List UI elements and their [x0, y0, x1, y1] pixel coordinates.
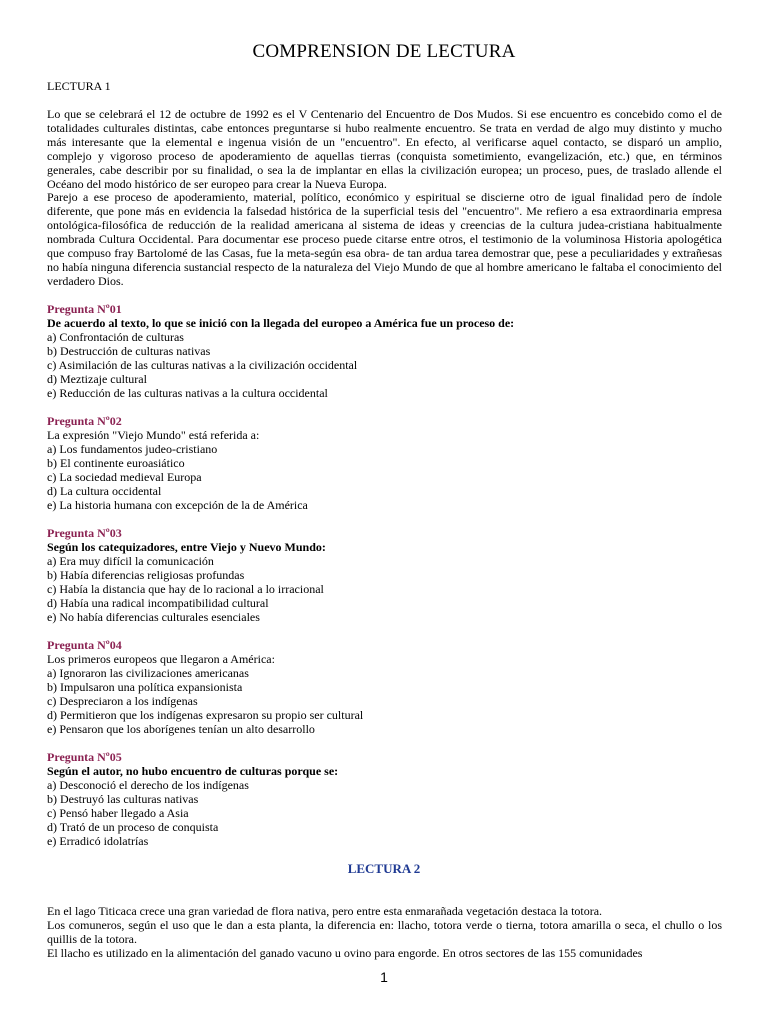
question-1 — [47, 302, 727, 400]
option-c: c) Pensó haber llegado a Asia — [47, 806, 189, 820]
option-b: b) Destrucción de culturas nativas — [47, 344, 211, 358]
option-c: c) Asimilación de las culturas nativas a la civilización occidental — [47, 358, 358, 372]
option-a: a) Los fundamentos judeo-cristiano — [47, 442, 218, 456]
option-c: c) La sociedad medieval Europa — [47, 470, 202, 484]
question-3 — [47, 526, 727, 624]
option-e: e) La historia humana con excepción de la de América — [47, 498, 308, 512]
question-title: Pregunta Nº05 — [47, 750, 122, 764]
options-list — [47, 778, 727, 848]
question-title: Pregunta Nº01 — [47, 302, 122, 316]
lectura1-label: LECTURA 1 — [47, 79, 111, 93]
page-number: 1 — [380, 969, 388, 985]
option-e: e) Reducción de las culturas nativas a la cultura occidental — [47, 386, 328, 400]
options-list — [47, 554, 727, 624]
lectura1-paragraph-2: Parejo a ese proceso de apoderamiento, material, político, económico y espiritual se discierne otro de igual finalidad pero de índole diferente, que pone más en evidencia la falsedad histórica de la superficial tesis del "encuentro". Me refiero a esa extraordinaria empresa ontológica-filosófica de reducción de la realidad americana al sistema de ideas y creencias de la cultura judea-cristiana habitualmente nombrada Cultura Occidental. Para documentar ese proceso puede citarse entre otros, el testimonio de la voluminosa Historia apologética que compuso fray Bartolomé de las Casas, fue la meta-según esa obra- de tan ardua tarea demostrar que, pese a peculiaridades y extrañesas no había ninguna diferencia sustancial respecto de la naturaleza del Viejo Mundo de que al hombre americano le faltaba el conocimiento del verdadero Dios. — [47, 190, 722, 288]
question-title: Pregunta Nº04 — [47, 638, 122, 652]
question-stem: De acuerdo al texto, lo que se inició con la llegada del europeo a América fue un proceso de: — [47, 316, 515, 330]
option-e: e) No había diferencias culturales esenciales — [47, 610, 260, 624]
option-b: b) Había diferencias religiosas profundas — [47, 568, 245, 582]
option-b: b) El continente euroasiático — [47, 456, 185, 470]
lectura2-heading: LECTURA 2 — [347, 861, 421, 876]
option-e: e) Erradicó idolatrías — [47, 834, 149, 848]
question-stem: Según el autor, no hubo encuentro de culturas porque se: — [47, 764, 339, 778]
option-d: d) Había una radical incompatibilidad cultural — [47, 596, 269, 610]
option-d: d) La cultura occidental — [47, 484, 162, 498]
question-5 — [47, 750, 727, 848]
lectura2-paragraph-2: Los comuneros, según el uso que le dan a esta planta, la diferencia en: llacho, totora verde o tierna, totora amarilla o seca, el chullo o los quillis de la totora. — [47, 918, 722, 946]
option-a: a) Desconoció el derecho de los indígenas — [47, 778, 249, 792]
question-title: Pregunta Nº03 — [47, 526, 122, 540]
question-4 — [47, 638, 727, 736]
option-a: a) Confrontación de culturas — [47, 330, 184, 344]
option-b: b) Destruyó las culturas nativas — [47, 792, 199, 806]
option-c: c) Había la distancia que hay de lo racional a lo irracional — [47, 582, 324, 596]
option-a: a) Era muy difícil la comunicación — [47, 554, 214, 568]
option-c: c) Despreciaron a los indígenas — [47, 694, 198, 708]
option-b: b) Impulsaron una política expansionista — [47, 680, 243, 694]
options-list — [47, 442, 727, 512]
options-list — [47, 666, 727, 736]
lectura1-paragraph-1: Lo que se celebrará el 12 de octubre de 1992 es el V Centenario del Encuentro de Dos Mudos. Si ese encuentro es concebido como el de totalidades culturales distintas, cabe entonces preguntarse si hubo realmente encuentro. Se trata en verdad de algo muy distinto y mucho más interesante que la elemental e ingenua visión de un "encuentro". En efecto, al verificarse aquel contacto, se disparó un amplio, complejo y vigoroso proceso de apoderamiento de aquellas tierras (conquista sometimiento, evangelización, etc.) que, en términos generales, cabe describir por su finalidad, o sea la de implantar en ellas la civilización europea; un proceso, pues, de traslado allende el Océano del modo histórico de ser europeo para crear la Nueva Europa. — [47, 107, 722, 191]
lectura2-paragraph-1: En el lago Titicaca crece una gran variedad de flora nativa, pero entre esta enmarañada vegetación destaca la totora. — [47, 904, 603, 918]
question-2 — [47, 414, 727, 512]
options-list — [47, 330, 727, 400]
option-d: d) Trató de un proceso de conquista — [47, 820, 219, 834]
question-stem: Los primeros europeos que llegaron a América: — [47, 652, 275, 666]
question-stem: La expresión "Viejo Mundo" está referida a: — [47, 428, 260, 442]
option-d: d) Meztizaje cultural — [47, 372, 147, 386]
page-title: COMPRENSION DE LECTURA — [252, 41, 516, 62]
question-stem: Según los catequizadores, entre Viejo y Nuevo Mundo: — [47, 540, 326, 554]
question-title: Pregunta Nº02 — [47, 414, 122, 428]
lectura2-paragraph-3: El llacho es utilizado en la alimentación del ganado vacuno u ovino para engorde. En otros sectores de las 155 comunidades — [47, 946, 643, 960]
option-d: d) Permitieron que los indígenas expresaron su propio ser cultural — [47, 708, 364, 722]
option-a: a) Ignoraron las civilizaciones americanas — [47, 666, 249, 680]
option-e: e) Pensaron que los aborígenes tenían un alto desarrollo — [47, 722, 315, 736]
